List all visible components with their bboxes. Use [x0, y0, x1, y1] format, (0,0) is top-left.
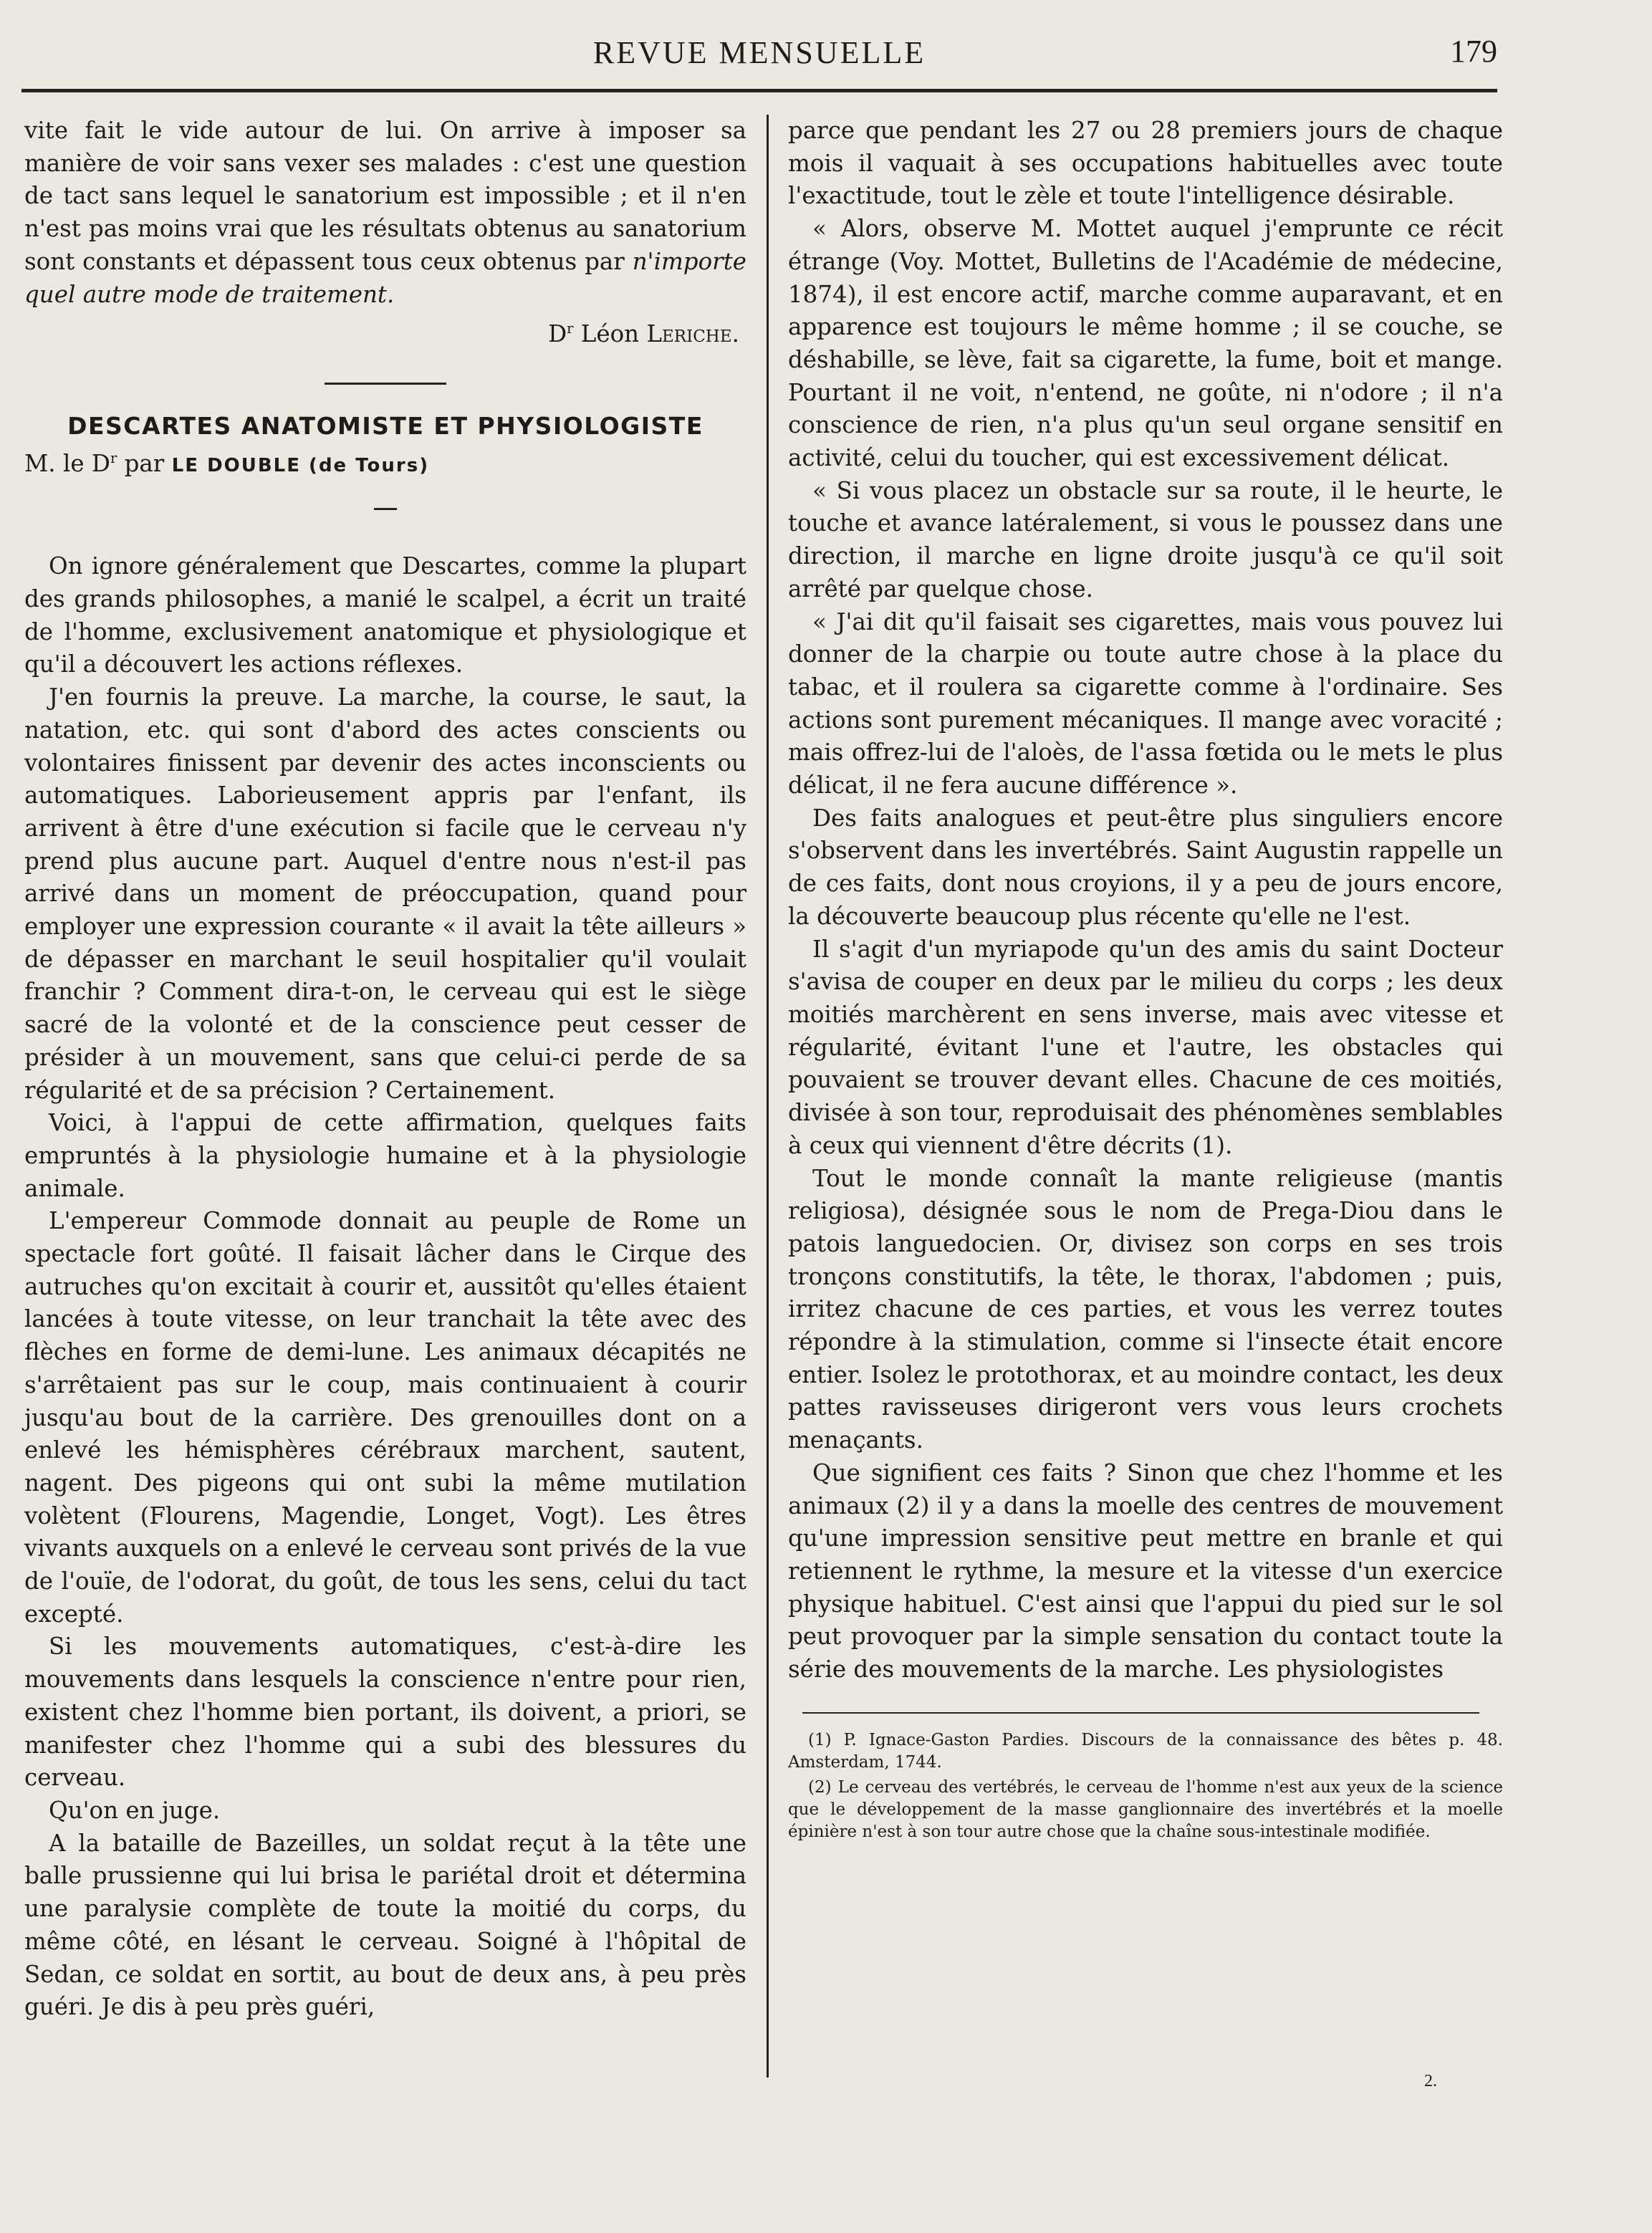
- signoff-first: Léon: [573, 320, 647, 348]
- body-paragraph: A la bataille de Bazeilles, un soldat reçut à la tête une balle prussienne qui lui brisa le pariétal droit et détermina une paralysie complète de toute la moitié du corps, du même côté, en lésant le cerveau. Soigné à l'hôpital de Sedan, ce soldat en sortit, au bout de deux ans, à peu près guéri. Je dis à peu près guéri,: [24, 1829, 746, 2021]
- body-paragraph: Tout le monde connaît la mante religieuse (mantis religiosa), désignée sous le nom de Prega-Diou dans le patois languedocien. Or, divisez son corps en ses trois tronçons constitutifs, la tête, le thorax, l'abdomen ; puis, irritez chacune de ces parties, et vous les verrez toutes répondre à la stimulation, comme si l'insecte était encore entier. Isolez le protothorax, et au moindre contact, les deux pattes ravisseuses dirigeront vers vous leurs crochets menaçants.: [788, 1164, 1503, 1454]
- signature-mark: 2.: [1424, 2072, 1437, 2090]
- page-number: 179: [1450, 34, 1497, 69]
- body-paragraph: Qu'on en juge.: [49, 1797, 221, 1824]
- body-paragraph: Que signifient ces faits ? Sinon que chez l'homme et les animaux (2) il y a dans la moelle des centres de mouvement qu'une impression sensitive peut mettre en branle et qui retiennent le rythme, la mesure et la vitesse d'un exercice physique habituel. C'est ainsi que l'appui du pied sur le sol peut provoquer par la simple sensation du contact toute la série des mouvements de la marche. Les physiologistes: [788, 1459, 1503, 1684]
- signoff-prefix: D: [548, 320, 567, 348]
- title-dash: [374, 508, 397, 510]
- footnote-2: (2) Le cerveau des vertébrés, le cerveau de l'homme n'est aux yeux de la science que le développement de la masse ganglionnaire des invertébrés et la moelle épinière n'est à son tour autre chose que la chaîne sous-intestinale modifiée.: [788, 1777, 1503, 1841]
- signoff-sup: r: [567, 320, 574, 337]
- body-paragraph: « J'ai dit qu'il faisait ses cigarettes, mais vous pouvez lui donner de la charpie ou toute autre chose à la place du tabac, et il roulera sa cigarette comme à l'ordinaire. Ses actions sont purement mécaniques. Il mange avec voracité ; mais offrez-lui de l'aloès, de l'assa fœtida ou le mets le plus délicat, il ne fera aucune différence ».: [788, 608, 1503, 799]
- column-separator: [767, 115, 769, 2078]
- body-paragraph: « Si vous placez un obstacle sur sa route, il le heurte, le touche et avance latéralement, si vous le poussez dans une direction, il marche en ligne droite jusqu'à ce qu'il soit arrêté par quelque chose.: [788, 476, 1503, 602]
- article-title: DESCARTES ANATOMISTE ET PHYSIOLOGISTE: [67, 411, 703, 440]
- body-paragraph: Voici, à l'appui de cette affirmation, quelques faits empruntés à la physiologie humaine et à la physiologie animale.: [24, 1109, 746, 1202]
- byline-par: par: [117, 449, 172, 477]
- body-paragraph: parce que pendant les 27 ou 28 premiers jours de chaque mois il vaquait à ses occupations habituelles avec toute l'exactitude, tout le zèle et toute l'intelligence désirable.: [788, 117, 1503, 210]
- header-rule: [21, 89, 1497, 92]
- body-paragraph: L'empereur Commode donnait au peuple de Rome un spectacle fort goûté. Il faisait lâcher dans le Cirque des autruches qu'on excitait à courir et, aussitôt qu'elles étaient lancées à toute vitesse, on leur tranchait la tête avec des flèches en forme de demi-lune. Les animaux décapités ne s'arrêtaient pas sur le coup, mais continuaient à courir jusqu'au bout de la carrière. Des grenouilles dont on a enlevé les hémisphères cérébraux marchent, sautent, nagent. Des pigeons qui ont subi la même mutilation volètent (Flourens, Magendie, Longet, Vogt). Les êtres vivants auxquels on a enlevé le cerveau sont privés de la vue de l'ouïe, de l'odorat, du goût, de tous les sens, celui du tact excepté.: [24, 1207, 746, 1628]
- signoff-last: Leriche.: [646, 320, 739, 348]
- body-paragraph: Si les mouvements automatiques, c'est-à-dire les mouvements dans lesquels la conscience n'entre pour rien, existent chez l'homme bien portant, ils doivent, a priori, se manifester chez l'homme qui a subi des blessures du cerveau.: [24, 1633, 746, 1792]
- byline-prefix: M. le D: [24, 449, 110, 477]
- running-header: [21, 32, 1497, 82]
- intro-italic: n'importe quel autre mode de traitement.: [24, 247, 746, 308]
- body-paragraph: « Alors, observe M. Mottet auquel j'emprunte ce récit étrange (Voy. Mottet, Bulletins de l'Académie de médecine, 1874), il est encore actif, marche comme auparavant, et en apparence est toujours le même homme ; il se couche, se déshabille, se lève, fait sa cigarette, la fume, boit et mange. Pourtant il ne voit, n'entend, ne goûte, ni n'odore ; il n'a conscience de rien, n'a plus qu'un seul organe sensitif en activité, celui du toucher, qui est excessivement délicat.: [788, 215, 1503, 472]
- body-paragraph: Des faits analogues et peut-être plus singuliers encore s'observent dans les invertébrés. Saint Augustin rappelle un de ces faits, dont nous croyions, il y a peu de jours encore, la découverte beaucoup plus récente qu'elle ne l'est.: [788, 804, 1503, 930]
- journal-title: REVUE MENSUELLE: [592, 35, 926, 70]
- right-column: [788, 115, 1503, 1846]
- left-column: [24, 115, 746, 2024]
- footnote-1: (1) P. Ignace-Gaston Pardies. Discours de la connaissance des bêtes p. 48. Amsterdam, 1744.: [788, 1730, 1503, 1772]
- body-paragraph: J'en fournis la preuve. La marche, la course, le saut, la natation, etc. qui sont d'abord des actes conscients ou volontaires finissent par devenir des actes inconscients ou automatiques. Laborieusement appris par l'enfant, ils arrivent à être d'une exécution si facile que le cerveau n'y prend plus aucune part. Auquel d'entre nous n'est-il pas arrivé dans un moment de préoccupation, quand pour employer une expression courante « il avait la tête ailleurs » de dépasser en marchant le seuil hospitalier qu'il voulait franchir ? Comment dira-t-on, le cerveau qui est le siège sacré de la volonté et de la conscience peut cesser de présider à un mouvement, sans que celui-ci perde de sa régularité et de sa précision ? Certainement.: [24, 683, 746, 1104]
- intro-text: vite fait le vide autour de lui. On arrive à imposer sa manière de voir sans vexer ses malades : c'est une question de tact sans lequel le sanatorium est impossible ; et il n'en n'est pas moins vrai que les résultats obtenus au sanatorium sont constants et dépassent tous ceux obtenus par: [24, 117, 746, 275]
- byline: [24, 442, 746, 483]
- intro-paragraph: [24, 115, 746, 311]
- footnote-rule: [802, 1712, 1479, 1714]
- signoff: [24, 312, 746, 351]
- byline-sup: r: [110, 449, 117, 466]
- byline-author: LE DOUBLE (de Tours): [171, 454, 430, 476]
- footnotes: [788, 1729, 1503, 1843]
- body-paragraph: Il s'agit d'un myriapode qu'un des amis du saint Docteur s'avisa de couper en deux par le milieu du corps ; les deux moitiés marchèrent en sens inverse, mais avec vitesse et régularité, évitant l'une et l'autre, les obstacles qui pouvaient se trouver devant elles. Chacune de ces moitiés, divisée à son tour, reproduisait des phénomènes semblables à ceux qui viennent d'être décrits (1).: [788, 935, 1503, 1159]
- body-paragraph: On ignore généralement que Descartes, comme la plupart des grands philosophes, a manié le scalpel, a écrit un traité de l'homme, exclusivement anatomique et physiologique et qu'il a découvert les actions réflexes.: [24, 552, 746, 678]
- section-divider: [325, 383, 446, 385]
